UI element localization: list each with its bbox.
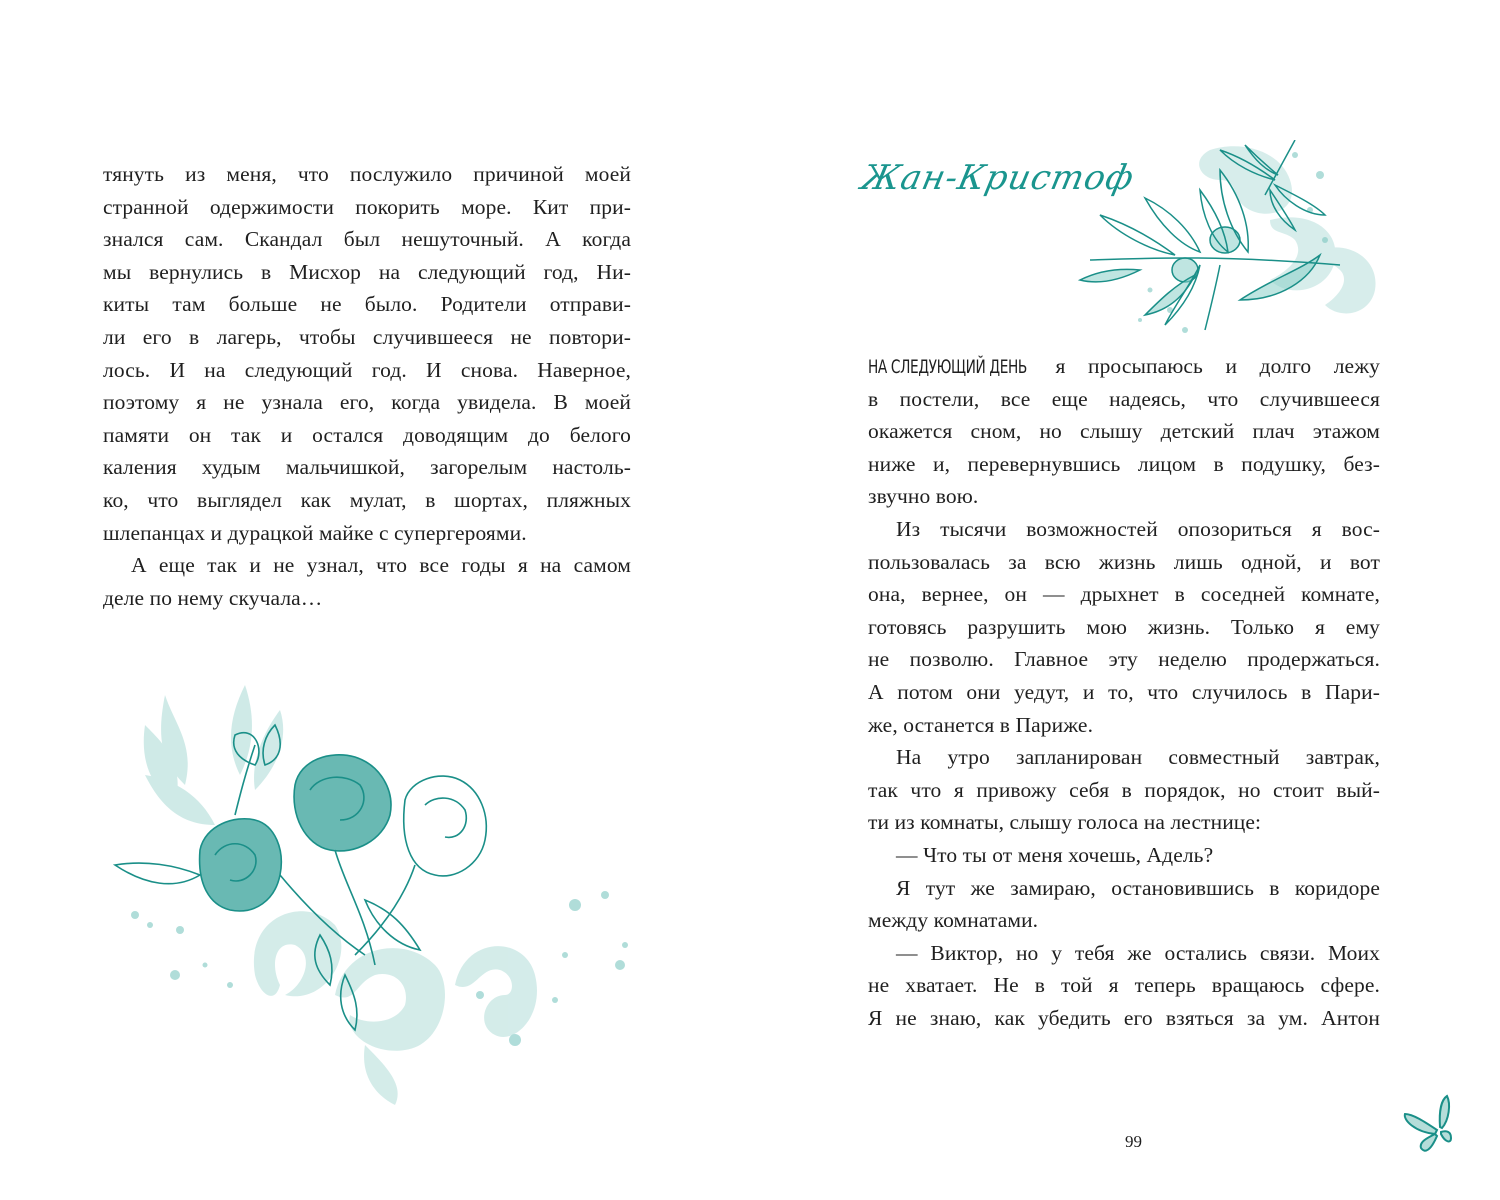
page-number: 99 (1125, 1132, 1142, 1151)
text-line: Я не знаю, как убедить его взяться за ум. Антон (868, 1005, 1380, 1030)
text-line: поэтому я не узнала его, когда увидела. В моей (103, 390, 631, 415)
text-line: На утро запланирован совместный завтрак, (896, 745, 1380, 770)
text-line: шлепанцах и дурацкой майке с супергероями. (103, 520, 527, 545)
left-page-text (103, 158, 631, 614)
text-fragment: я просыпаюсь и долго лежу (1033, 354, 1380, 378)
text-line: так что я привожу себя в порядок, но стоит вый- (868, 777, 1380, 802)
text-line: окажется сном, но слышу детский плач этажом (868, 419, 1380, 444)
text-line: знался сам. Скандал был нешуточный. А когда (103, 227, 631, 252)
text-line: звучно вою. (868, 484, 979, 509)
dialogue-line: — Что ты от меня хочешь, Адель? (896, 842, 1214, 867)
butterfly-icon (1395, 1092, 1465, 1162)
text-line: мы вернулись в Мисхор на следующий год, Ни- (103, 259, 631, 284)
text-line: не хватает. Не в той я теперь вращаюсь сфере. (868, 973, 1380, 998)
roses-illustration (105, 665, 660, 1125)
text-line: ли его в лагерь, чтобы случившееся не повтори- (103, 324, 631, 349)
right-page-text (868, 350, 1380, 1034)
text-line: А потом они уедут, и то, что случилось в Пари- (868, 679, 1380, 704)
text-line: памяти он так и остался доводящим до белого (103, 422, 631, 447)
text-line: каления худым мальчишкой, загорелым настоль- (103, 455, 631, 480)
text-line: странной одержимости покорить море. Кит при- (103, 194, 631, 219)
text-line: не позволю. Главное эту неделю продержаться. (868, 647, 1380, 672)
text-line: она, вернее, он — дрыхнет в соседней комнате, (868, 582, 1380, 607)
text-line: пользовалась за всю жизнь лишь одной, и вот (868, 549, 1380, 574)
text-line: между комнатами. (868, 908, 1039, 933)
lead-in-caps: НА СЛЕДУЮЩИЙ ДЕНЬ (868, 356, 1027, 378)
right-page (750, 0, 1500, 1200)
text-line: лось. И на следующий год. И снова. Наверное, (103, 357, 631, 382)
text-line: ко, что выглядел как мулат, в шортах, пляжных (103, 487, 631, 512)
chapter-title: Жан-Кристоф (857, 158, 1138, 198)
olive-branch-illustration (1070, 140, 1430, 340)
text-line: же, останется в Париже. (868, 712, 1094, 737)
text-line: в постели, все еще надеясь, что случившееся (868, 386, 1380, 411)
text-line: киты там больше не было. Родители отправи- (103, 292, 631, 317)
text-line: А еще так и не узнал, что все годы я на самом (131, 553, 631, 578)
dialogue-line: — Виктор, но у тебя же остались связи. Моих (896, 940, 1380, 965)
text-line: Я тут же замираю, остановившись в коридоре (896, 875, 1380, 900)
text-line: ниже и, перевернувшись лицом в подушку, без- (868, 451, 1380, 476)
text-line: тянуть из меня, что послужило причиной моей (103, 162, 631, 186)
text-line: деле по нему скучала… (103, 585, 323, 610)
text-line (868, 350, 1380, 383)
text-line: готовясь разрушить мою жизнь. Только я ему (868, 614, 1380, 639)
text-line: ти из комнаты, слышу голоса на лестнице: (868, 810, 1262, 835)
text-line: Из тысячи возможностей опозориться я вос- (896, 516, 1380, 541)
